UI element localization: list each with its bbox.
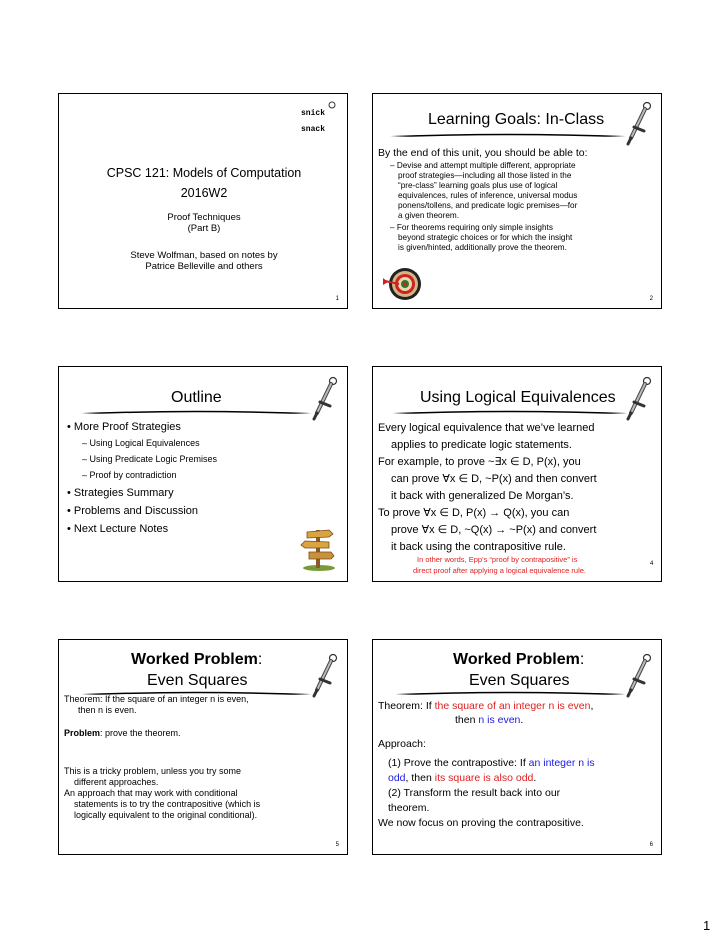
approach: Approach: (1) Prove the contrapostive: If an integer n is odd, then its square is also odd. (2) Transform the result back into our theorem. We now focus on proving the contrapositive. — [378, 738, 595, 829]
title-underline — [74, 409, 319, 415]
sword-icon — [625, 375, 655, 421]
note-line-2: direct proof after applying a logical equivalence rule. — [413, 566, 587, 575]
slide-6 — [372, 639, 662, 855]
page-number: 1 — [335, 296, 339, 302]
slide-3 — [58, 366, 348, 582]
sword-icon — [311, 652, 341, 698]
goal-2: – For theorems requiring only simple insights beyond strategic choices or for which the insight is given/hinted, additionally prove the theorem. — [390, 223, 573, 252]
page-number: 5 — [335, 842, 339, 848]
title-underline — [385, 409, 635, 415]
slide-title: Learning Goals: In-Class — [428, 111, 605, 128]
list-item: • More Proof Strategies — [67, 421, 181, 433]
page-number: 6 — [649, 842, 653, 848]
page-number: 2 — [649, 296, 653, 302]
tricky-note: This is a tricky problem, unless you try some different approaches. — [64, 766, 242, 787]
slide-subtitle: Even Squares — [147, 672, 248, 689]
sword-icon — [625, 652, 655, 698]
slide-subtitle: Even Squares — [469, 672, 570, 689]
sword-icon — [311, 375, 341, 421]
theorem: Theorem: If the square of an integer n is even, then n is even. — [64, 694, 249, 715]
document-page-number: 1 — [703, 918, 711, 933]
slide-title: Using Logical Equivalences — [420, 389, 616, 406]
page-number: 4 — [650, 561, 654, 567]
slide-title: Worked Problem: — [131, 651, 263, 668]
list-item: – Using Logical Equivalences — [82, 438, 200, 448]
list-item: • Next Lecture Notes — [67, 523, 169, 535]
author-line-1: Steve Wolfman, based on notes by — [130, 250, 278, 261]
intro-text: By the end of this unit, you should be able to: — [378, 147, 588, 159]
goal-1: – Devise and attempt multiple different, appropriate proof strategies—including all those listed in the “pre-class” learning goals plus use of logical equivalences, rules of inference, universal modus ponens/tollens, and predicate logic premises—for a given theorem. — [390, 161, 578, 220]
dartboard-icon — [383, 264, 423, 304]
slide-title: Outline — [171, 389, 222, 406]
slide-title: Worked Problem: — [453, 651, 585, 668]
topic: Proof Techniques — [167, 212, 241, 223]
outline-list — [67, 421, 217, 541]
slide-body: Every logical equivalence that we’ve learned applies to predicate logic statements. For example, to prove ~∃x ∈ D, P(x), you can prove ∀x ∈ D, ~P(x) and then convert it back with generalized De Morgan’s. To prove ∀x ∈ D, P(x) → Q(x), you can prove ∀x ∈ D, ~Q(x) → ~P(x) and convert it back using the contrapositive rule. — [378, 422, 597, 553]
sword-icon — [327, 100, 337, 114]
list-item: • Problems and Discussion — [67, 505, 199, 517]
list-item: – Using Predicate Logic Premises — [82, 454, 218, 464]
theorem: Theorem: If the square of an integer n is even, then n is even. — [378, 700, 594, 726]
author-line-2: Patrice Belleville and others — [145, 261, 263, 272]
list-item: • Strategies Summary — [67, 487, 174, 499]
slide-1 — [58, 93, 348, 309]
sword-icon — [625, 100, 655, 146]
problem: Problem: prove the theorem. — [64, 728, 181, 738]
list-item: – Proof by contradiction — [82, 470, 177, 480]
title-underline — [383, 132, 633, 138]
slide-4 — [372, 366, 662, 582]
snack-text: snack — [301, 125, 326, 134]
course-title: CPSC 121: Models of Computation — [106, 166, 302, 180]
slide-2 — [372, 93, 662, 309]
title-underline — [388, 690, 633, 696]
part: (Part B) — [187, 223, 221, 234]
signpost-icon — [299, 522, 337, 572]
approach-note: An approach that may work with conditional statements is to try the contrapositive (which is logically equivalent to the original conditional). — [64, 788, 261, 820]
slide-5 — [58, 639, 348, 855]
note-line-1: In other words, Epp’s “proof by contrapositive” is — [417, 555, 578, 564]
snick-text: snick — [301, 109, 326, 118]
course-term: 2016W2 — [180, 186, 228, 200]
